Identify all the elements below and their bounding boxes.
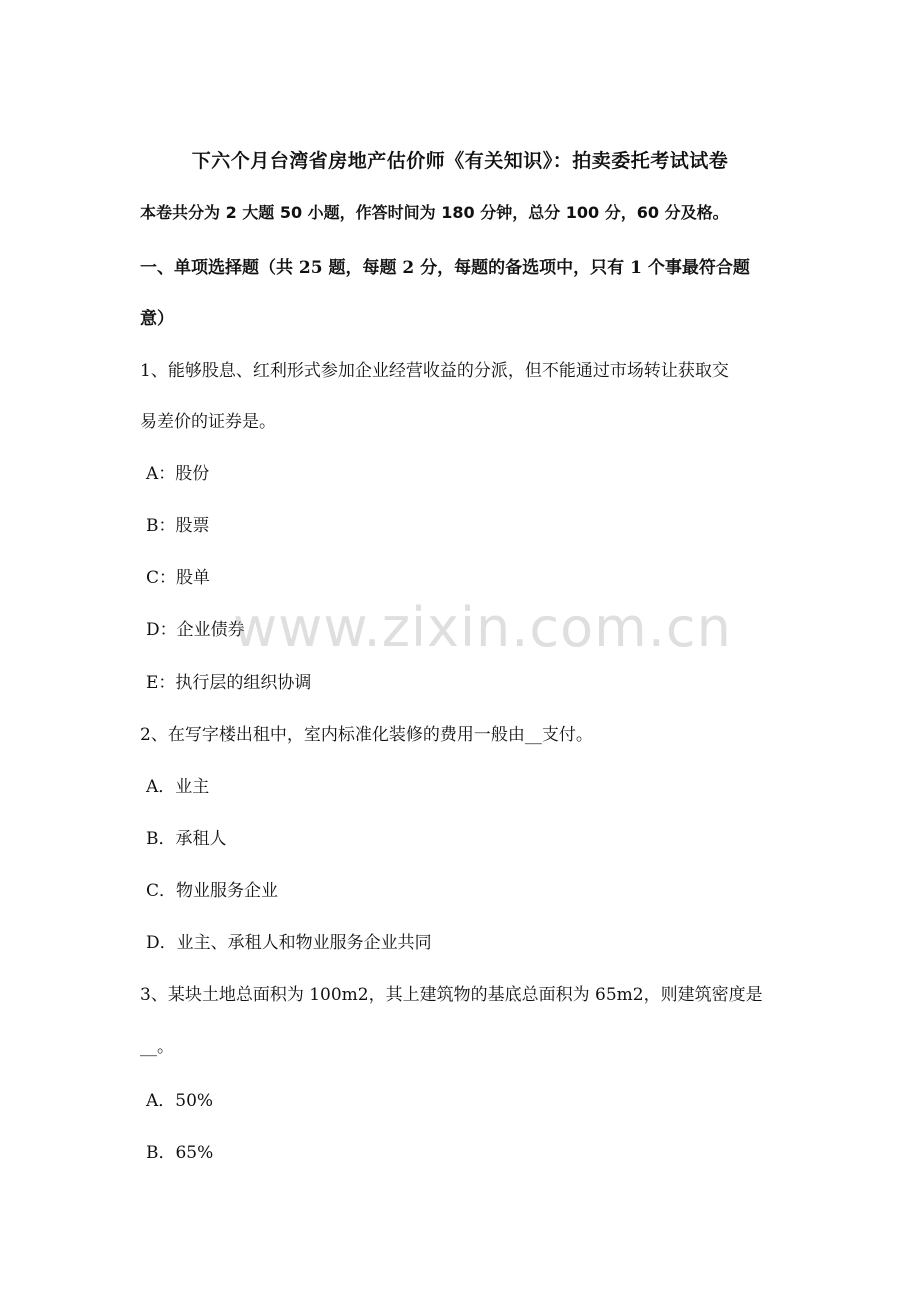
question-1-option-c: C：股单: [146, 568, 211, 588]
question-3-stem-line1: 3、某块土地总面积为 100m2，其上建筑物的基底总面积为 65m2，则建筑密度是: [140, 985, 763, 1005]
question-3-stem-line2: __。: [140, 1037, 174, 1057]
watermark: www.zixin.com.cn: [233, 596, 732, 659]
question-2-option-d: D．业主、承租人和物业服务企业共同: [146, 933, 432, 953]
question-1-option-b: B：股票: [146, 516, 210, 536]
question-1-option-e: E：执行层的组织协调: [146, 673, 312, 693]
question-2-option-c: C．物业服务企业: [146, 881, 279, 901]
section-heading-line2: 意）: [140, 309, 174, 329]
section-heading-line1: 一、单项选择题（共 25 题，每题 2 分，每题的备选项中，只有 1 个事最符合题: [140, 258, 750, 278]
question-1-option-d: D：企业债券: [146, 620, 245, 640]
exam-intro: 本卷共分为 2 大题 50 小题，作答时间为 180 分钟，总分 100 分，60 分及格。: [140, 203, 729, 222]
question-2-option-b: B．承租人: [146, 829, 227, 849]
question-1-stem-line1: 1、能够股息、红利形式参加企业经营收益的分派，但不能通过市场转让获取交: [140, 361, 729, 381]
question-3-option-b: B．65%: [146, 1143, 214, 1163]
document-title: 下六个月台湾省房地产估价师《有关知识》：拍卖委托考试试卷: [191, 150, 729, 172]
question-3-option-a: A．50%: [146, 1091, 214, 1111]
question-2-stem-line1: 2、在写字楼出租中，室内标准化装修的费用一般由__支付。: [140, 725, 593, 745]
question-1-option-a: A：股份: [146, 464, 210, 484]
question-2-option-a: A．业主: [146, 777, 210, 797]
question-1-stem-line2: 易差价的证券是。: [140, 412, 276, 432]
